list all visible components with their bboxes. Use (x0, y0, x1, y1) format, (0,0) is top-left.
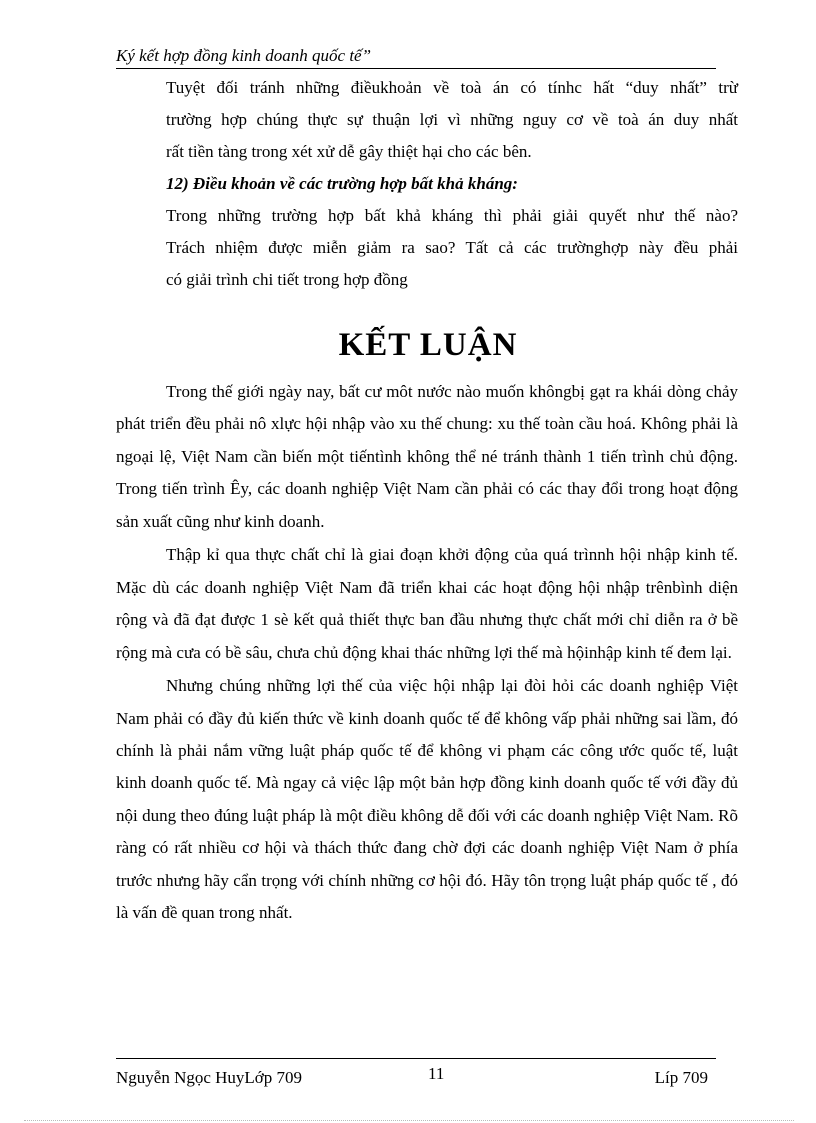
page-footer (116, 1062, 716, 1092)
conclusion-paragraph-2: Thập kỉ qua thực chất chỉ là giai đoạn khởi động của quá trìnnh hội nhập kinh tế. Mặc dù các doanh nghiệp Việt Nam đã triển khai các hoạt động hội nhập trênbình diện rộng và đã đạt được 1 sè kết quả thiết thực ban đầu nhưng thực chất mới chỉ diễn ra ở bề rộng mà cưa có bề sâu, chưa chủ động khai thác những lợi thế mà hộinhập kinh tế đem lại. (116, 545, 738, 662)
page-header (116, 44, 716, 69)
footer-author: Nguyễn Ngọc HuyLớp 709 (116, 1068, 303, 1087)
conclusion-body (116, 376, 738, 931)
section-12-heading: 12) Điều khoản về các trường hợp bất khả kháng: (166, 174, 518, 193)
section-12-line: Trong những trường hợp bất khả kháng thì phải giải quyết như thế nào? (166, 206, 738, 225)
section-12-line: Trách nhiệm được miễn giảm ra sao? Tất cả các trườnghợp này đều phải (166, 238, 738, 257)
previous-clause-continuation (166, 72, 738, 296)
conclusion-title: KẾT LUẬN (338, 327, 518, 363)
continuation-line: Tuyệt đối tránh những điềukhoản về toà án có tínhc hất “duy nhất” trừ (166, 78, 738, 97)
continuation-line: trường hợp chúng thực sự thuận lợi vì những nguy cơ về toà án duy nhất (166, 110, 738, 129)
page-edge-divider (24, 1120, 794, 1121)
footer-class: Líp 709 (654, 1068, 708, 1087)
conclusion-paragraph-1: Trong thế giới ngày nay, bất cư môt nước nào muốn khôngbị gạt ra khái dòng chảy phát triển đều phải nô xlực hội nhập vào xu thế chung: xu thế toàn cầu hoá. Không phải là ngoại lệ, Việt Nam cần biến một tiếntình không thể né tránh thành 1 tiến trình chủ động. Trong tiến trình Êy, các doanh nghiệp Việt Nam cần phải có các thay đổi trong hoạt động sản xuất cũng như kinh doanh. (116, 382, 738, 531)
header-title: Ký kết hợp đồng kinh doanh quốc tế” (116, 46, 372, 65)
continuation-line: rất tiền tàng trong xét xử dễ gây thiệt hại cho các bên. (166, 142, 532, 161)
conclusion-paragraph-3: Nhưng chúng những lợi thế của việc hội nhập lại đòi hỏi các doanh nghiệp Việt Nam phải có đầy đủ kiến thức về kinh doanh quốc tế để không vấp phải những sai lầm, đó chính là phải nắm vững luật pháp quốc tế để không vi phạm các công ước quốc tế, luật kinh doanh quốc tế. Mà ngay cả việc lập một bản hợp đồng kinh doanh quốc tế với đầy đủ nội dung theo đúng luật pháp là một điều không dễ đối với các doanh nghiệp Việt Nam. Rõ ràng có rất nhiều cơ hội và thách thức đang chờ đợi các doanh nghiệp Việt Nam ở phía trước nhưng hãy cẩn trọng với chính những cơ hội đó. Hãy tôn trọng luật pháp quốc tế , đó là vấn đề quan trong nhất. (116, 676, 738, 923)
section-12-line: có giải trình chi tiết trong hợp đồng (166, 270, 408, 289)
page-number: 11 (428, 1064, 445, 1083)
footer-divider (116, 1058, 716, 1059)
